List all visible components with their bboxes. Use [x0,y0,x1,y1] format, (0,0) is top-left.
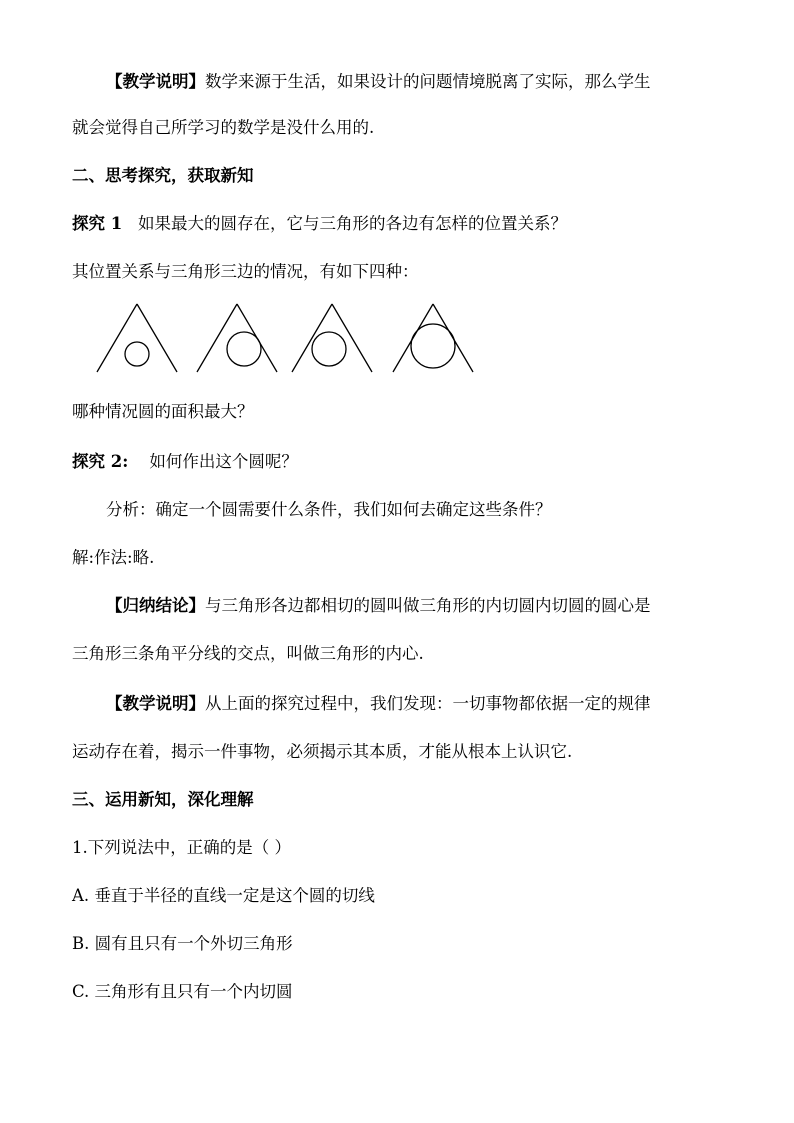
triangle-circle-figures [95,300,495,380]
conclusion-text: 与三角形各边都相切的圆叫做三角形的内切圆内切圆的圆心是 [205,596,651,615]
teaching-note-2-text: 从上面的探究过程中，我们发现：一切事物都依据一定的规律 [205,694,651,713]
question-1-stem: 1.下列说法中，正确的是（ ） [72,838,291,857]
triangle-3-side-1 [292,304,332,372]
explore-2-text: 如何作出这个圆呢？ [149,452,298,471]
section-2-heading: 二、思考探究，获取新知 [72,166,254,185]
teaching-note-2-line1 [106,694,766,714]
explore-2-label: 探究 2: [72,452,129,471]
teaching-note-text: 数学来源于生活，如果设计的问题情境脱离了实际，那么学生 [205,72,651,91]
circle-4 [411,324,455,368]
conclusion-label: 【归纳结论】 [106,596,205,615]
circle-1 [125,342,149,366]
conclusion-line1 [106,596,766,616]
teaching-note-1-line1 [106,72,766,92]
conclusion-line2: 三角形三条角平分线的交点，叫做三角形的内心. [72,644,424,663]
explore-2 [72,452,732,472]
triangle-circle-svg [95,300,495,380]
explore-1 [72,214,732,234]
explore-1-text: 如果最大的圆存在，它与三角形的各边有怎样的位置关系？ [137,214,567,233]
question-1-option-a: A. 垂直于半径的直线一定是这个圆的切线 [72,886,375,905]
teaching-note-1-line2: 就会觉得自己所学习的数学是没什么用的. [72,118,375,137]
triangle-3-side-2 [332,304,372,372]
relation-intro: 其位置关系与三角形三边的情况，有如下四种： [72,262,419,281]
question-1-option-b: B. 圆有且只有一个外切三角形 [72,934,293,953]
circle-3 [312,332,346,366]
question-1-option-c: C. 三角形有且只有一个内切圆 [72,982,293,1001]
analysis: 分析：确定一个圆需要什么条件，我们如何去确定这些条件？ [106,500,552,519]
triangle-1-side-2 [137,304,177,372]
teaching-note-label: 【教学说明】 [106,72,205,91]
solution: 解:作法:略. [72,548,155,567]
question-largest-area: 哪种情况圆的面积最大？ [72,402,254,421]
circle-2 [227,332,261,366]
triangle-1-side-1 [97,304,137,372]
teaching-note-2-line2: 运动存在着，揭示一件事物，必须揭示其本质，才能从根本上认识它. [72,742,573,761]
teaching-note-2-label: 【教学说明】 [106,694,205,713]
section-3-heading: 三、运用新知，深化理解 [72,790,254,809]
explore-1-label: 探究 1 [72,214,123,233]
